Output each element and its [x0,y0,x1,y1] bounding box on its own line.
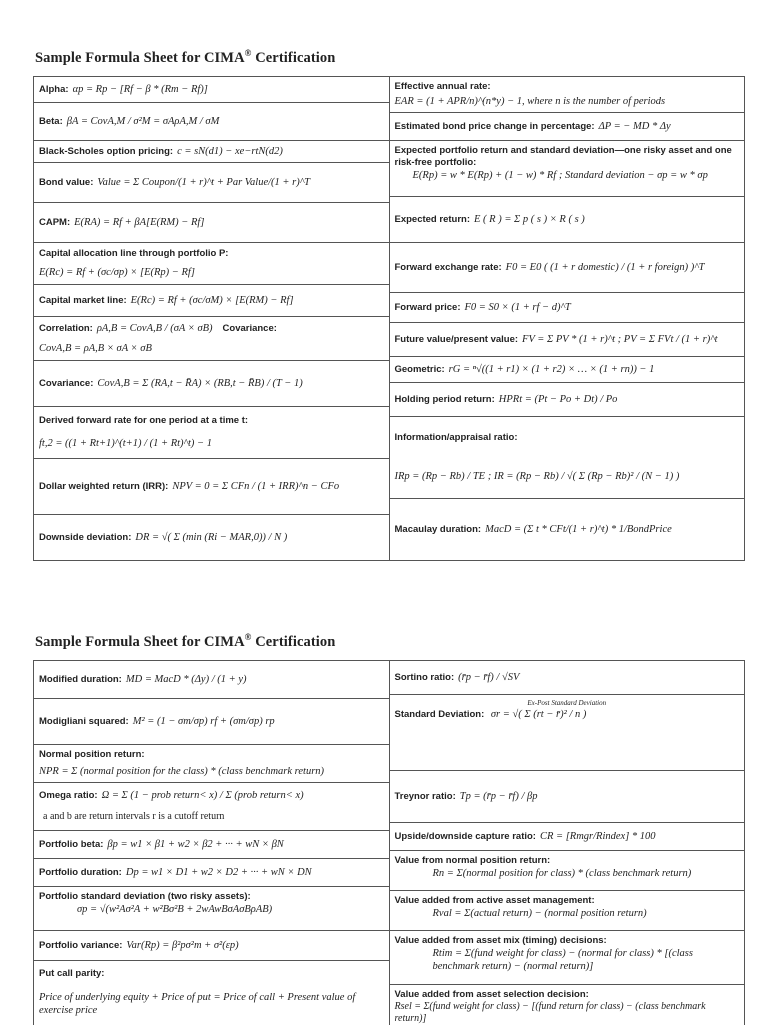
formula-cell-put-call-parity [34,961,389,1025]
formula-expression: Var(Rp) = β²pσ²m + σ²(εp) [126,939,239,951]
formula-cell-bond-price-change [390,113,745,141]
formula-label: Correlation: [39,322,93,334]
formula-expression: NPR = Σ (normal position for the class) * (class benchmark return) [39,765,325,777]
formula-expression: MD = MacD * (Δy) / (1 + y) [125,673,247,685]
formula-cell-covariance [34,361,389,407]
formula-label: Normal position return: [39,749,145,760]
formula-cell-downside-deviation [34,515,389,560]
formula-expression: E(Rp) = w * E(Rp) + (1 − w) * Rf ; Standard deviation − σp = w * σp [412,169,708,181]
formula-caption: Ex-Post Standard Deviation [527,699,607,707]
formula-label: Forward price: [394,301,461,313]
formula-expression: rG = ⁿ√((1 + r1) × (1 + r2) × … × (1 + rn)) − 1 [448,363,655,375]
formula-label: Bond value: [39,176,94,188]
formula-label: Portfolio standard deviation (two risky assets): [39,891,251,902]
formula-cell-portfolio-variance [34,931,389,961]
formula-label: Forward exchange rate: [394,261,502,273]
formula-cell-omega-ratio [34,783,389,831]
formula-expression: σp = √(w²Aσ²A + w²Bσ²B + 2wAwBσAσBρAB) [77,903,273,915]
formula-label: Portfolio beta: [39,838,104,850]
formula-expression: E(RA) = Rf + βA[E(RM) − Rf] [74,216,205,228]
formula-label: Beta: [39,115,63,127]
formula-label: CAPM: [39,216,71,228]
formula-expression: EAR = (1 + APR/n)^(n*y) − 1, where n is the number of periods [394,96,666,108]
formula-label: Modified duration: [39,673,122,685]
formula-label: Covariance: [39,377,94,389]
formula-expression: CR = [Rmgr/Rindex] * 100 [539,830,656,842]
formula-label: Holding period return: [394,393,495,405]
formula-cell-beta [34,103,389,141]
formula-label: Omega ratio: [39,789,98,801]
formula-label: Portfolio variance: [39,939,123,951]
formula-table-1 [33,76,745,561]
formula-expression: Price of underlying equity + Price of put = Price of call + Present value of exercise price [39,992,356,1017]
formula-column-right [390,77,745,560]
formula-cell-portfolio-beta [34,831,389,859]
formula-expression: E(Rc) = Rf + (σc/σp) × [E(Rp) − Rf] [39,266,195,278]
formula-label: Black-Scholes option pricing: [39,145,174,157]
formula-expression: Rval = Σ(actual return) − (normal position return) [432,907,647,919]
formula-label: Covariance: [222,322,277,334]
formula-expression: MacD = (Σ t * CFt/(1 + r)^t) * 1/BondPrice [485,523,672,535]
formula-expression: F0 = E0 ( (1 + r domestic) / (1 + r foreign) )^T [505,261,705,273]
formula-label: Put call parity: [39,968,105,980]
formula-expression: βp = w1 × β1 + w2 × β2 + ··· + wN × βN [107,838,284,850]
formula-cell-forward-exchange-rate [390,243,745,293]
formula-expression: E(Rc) = Rf + (σc/σM) × [E(RM) − Rf] [130,294,294,306]
formula-cell-future-present-value [390,323,745,357]
formula-expression: F0 = S0 × (1 + rf − d)^T [464,301,571,313]
formula-cell-value-active-management [390,891,745,931]
formula-expression: CovA,B = ρA,B × σA × σB [39,342,152,354]
formula-label: Derived forward rate for one period at a time t: [39,414,249,426]
formula-label: Downside deviation: [39,531,132,543]
formula-label: Estimated bond price change in percentage: [394,120,595,132]
formula-cell-holding-period-return [390,383,745,417]
formula-cell-portfolio-duration [34,859,389,887]
formula-cell-dollar-weighted-return [34,459,389,515]
formula-cell-effective-annual-rate [390,77,745,113]
formula-expression: Tp = (r̄p − r̄f) / βp [459,790,538,802]
formula-cell-normal-position-return [34,745,389,783]
formula-cell-expected-portfolio-return [390,141,745,197]
formula-cell-macaulay-duration [390,499,745,560]
formula-table-2 [33,660,745,1025]
formula-cell-treynor-ratio [390,771,745,823]
formula-label: Alpha: [39,83,69,95]
formula-column-right [390,661,745,1025]
formula-label: Upside/downside capture ratio: [394,830,536,842]
formula-cell-forward-price [390,293,745,323]
formula-expression: Ω = Σ (1 − prob return< x) / Σ (prob return< x) [101,790,304,802]
formula-label: Geometric: [394,363,445,375]
formula-cell-black-scholes [34,141,389,163]
formula-label: Value from normal position return: [394,855,551,866]
formula-label: Effective annual rate: [394,80,491,92]
formula-label: Modigliani squared: [39,715,129,727]
formula-expression: Rtim = Σ(fund weight for class) − (normal for class) * [(class benchmark return) − (normal return)] [432,947,693,972]
formula-note: a and b are return intervals r is a cutoff return [43,811,225,823]
formula-expression: IRp = (Rp − Rb) / TE ; IR = (Rp − Rb) / √( Σ (Rp − Rb)² / (N − 1) ) [394,470,680,482]
formula-cell-value-asset-selection [390,985,745,1025]
formula-label: Value added from asset mix (timing) decisions: [394,935,607,946]
formula-cell-value-normal-position [390,851,745,891]
formula-label: Value added from asset selection decision: [394,989,589,1000]
formula-cell-sortino-ratio [390,661,745,695]
formula-cell-modigliani-squared [34,699,389,745]
formula-cell-information-ratio [390,417,745,499]
formula-cell-derived-forward-rate [34,407,389,459]
formula-cell-value-asset-mix [390,931,745,985]
formula-expression: ρA,B = CovA,B / (σA × σB) [96,323,213,335]
formula-column-left [34,661,390,1025]
formula-cell-capture-ratio [390,823,745,851]
formula-expression: Rn = Σ(normal position for class) * (class benchmark return) [432,867,692,879]
formula-cell-expected-return [390,197,745,243]
formula-expression: ft,2 = ((1 + Rt+1)^(t+1) / (1 + Rt)^t) − 1 [39,438,212,450]
formula-column-left [34,77,390,560]
formula-cell-portfolio-standard-deviation [34,887,389,931]
formula-expression: ΔP = − MD * Δy [598,120,671,132]
formula-expression: Value = Σ Coupon/(1 + r)^t + Par Value/(1 + r)^T [97,176,310,188]
formula-label: Sortino ratio: [394,671,455,683]
formula-label: Value added from active asset management: [394,895,595,906]
formula-label: Standard Deviation: [394,708,485,720]
sheet1-title: Sample Formula Sheet for CIMA® Certification [35,48,336,66]
formula-expression: M² = (1 − σm/σp) rf + (σm/σp) rp [132,715,275,727]
formula-expression: NPV = 0 = Σ CFn / (1 + IRR)^n − CFo [172,480,340,492]
formula-cell-alpha [34,77,389,103]
formula-label: Expected return: [394,213,470,225]
formula-cell-geometric [390,357,745,383]
formula-label: Treynor ratio: [394,790,456,802]
formula-cell-capital-allocation-line [34,243,389,285]
formula-expression: E ( R ) = Σ p ( s ) × R ( s ) [474,213,585,225]
formula-label: Capital market line: [39,294,127,306]
formula-cell-capital-market-line [34,285,389,317]
formula-expression: c = sN(d1) − xe−rtN(d2) [177,145,283,157]
formula-cell-standard-deviation [390,695,745,771]
formula-expression: σr = √( Σ (rt − r̄)² / n ) [490,708,587,720]
formula-label: Portfolio duration: [39,866,122,878]
formula-cell-modified-duration [34,661,389,699]
formula-label: Dollar weighted return (IRR): [39,480,169,492]
formula-label: Future value/present value: [394,333,519,345]
formula-label: Information/appraisal ratio: [394,432,518,443]
formula-label: Expected portfolio return and standard deviation—one risky asset and one risk-free portfolio: [394,145,732,168]
formula-expression: αp = Rp − [Rf − β * (Rm − Rf)] [72,83,208,95]
formula-expression: FV = Σ PV * (1 + r)^t ; PV = Σ FVt / (1 + r)^t [522,333,718,345]
formula-expression: (r̄p − r̄f) / √SV [458,671,520,683]
sheet2-title: Sample Formula Sheet for CIMA® Certification [35,632,336,650]
formula-label: Capital allocation line through portfolio P: [39,248,229,259]
formula-cell-bond-value [34,163,389,203]
formula-label: Macaulay duration: [394,523,482,535]
formula-expression: βA = CovA,M / σ²M = σAρA,M / σM [66,115,220,127]
formula-cell-capm [34,203,389,243]
formula-cell-correlation [34,317,389,361]
formula-expression: HPRt = (Pt − Po + Dt) / Po [498,393,618,405]
formula-expression: CovA,B = Σ (RA,t − R̄A) × (RB,t − R̄B) / (T − 1) [97,377,303,389]
formula-expression: Rsel = Σ(fund weight for class) − [(fund return for class) − (class benchmark return)] [394,1000,706,1025]
formula-expression: DR = √( Σ (min (Ri − MAR,0)) / N ) [135,531,288,543]
formula-expression: Dp = w1 × D1 + w2 × D2 + ··· + wN × DN [125,866,312,878]
